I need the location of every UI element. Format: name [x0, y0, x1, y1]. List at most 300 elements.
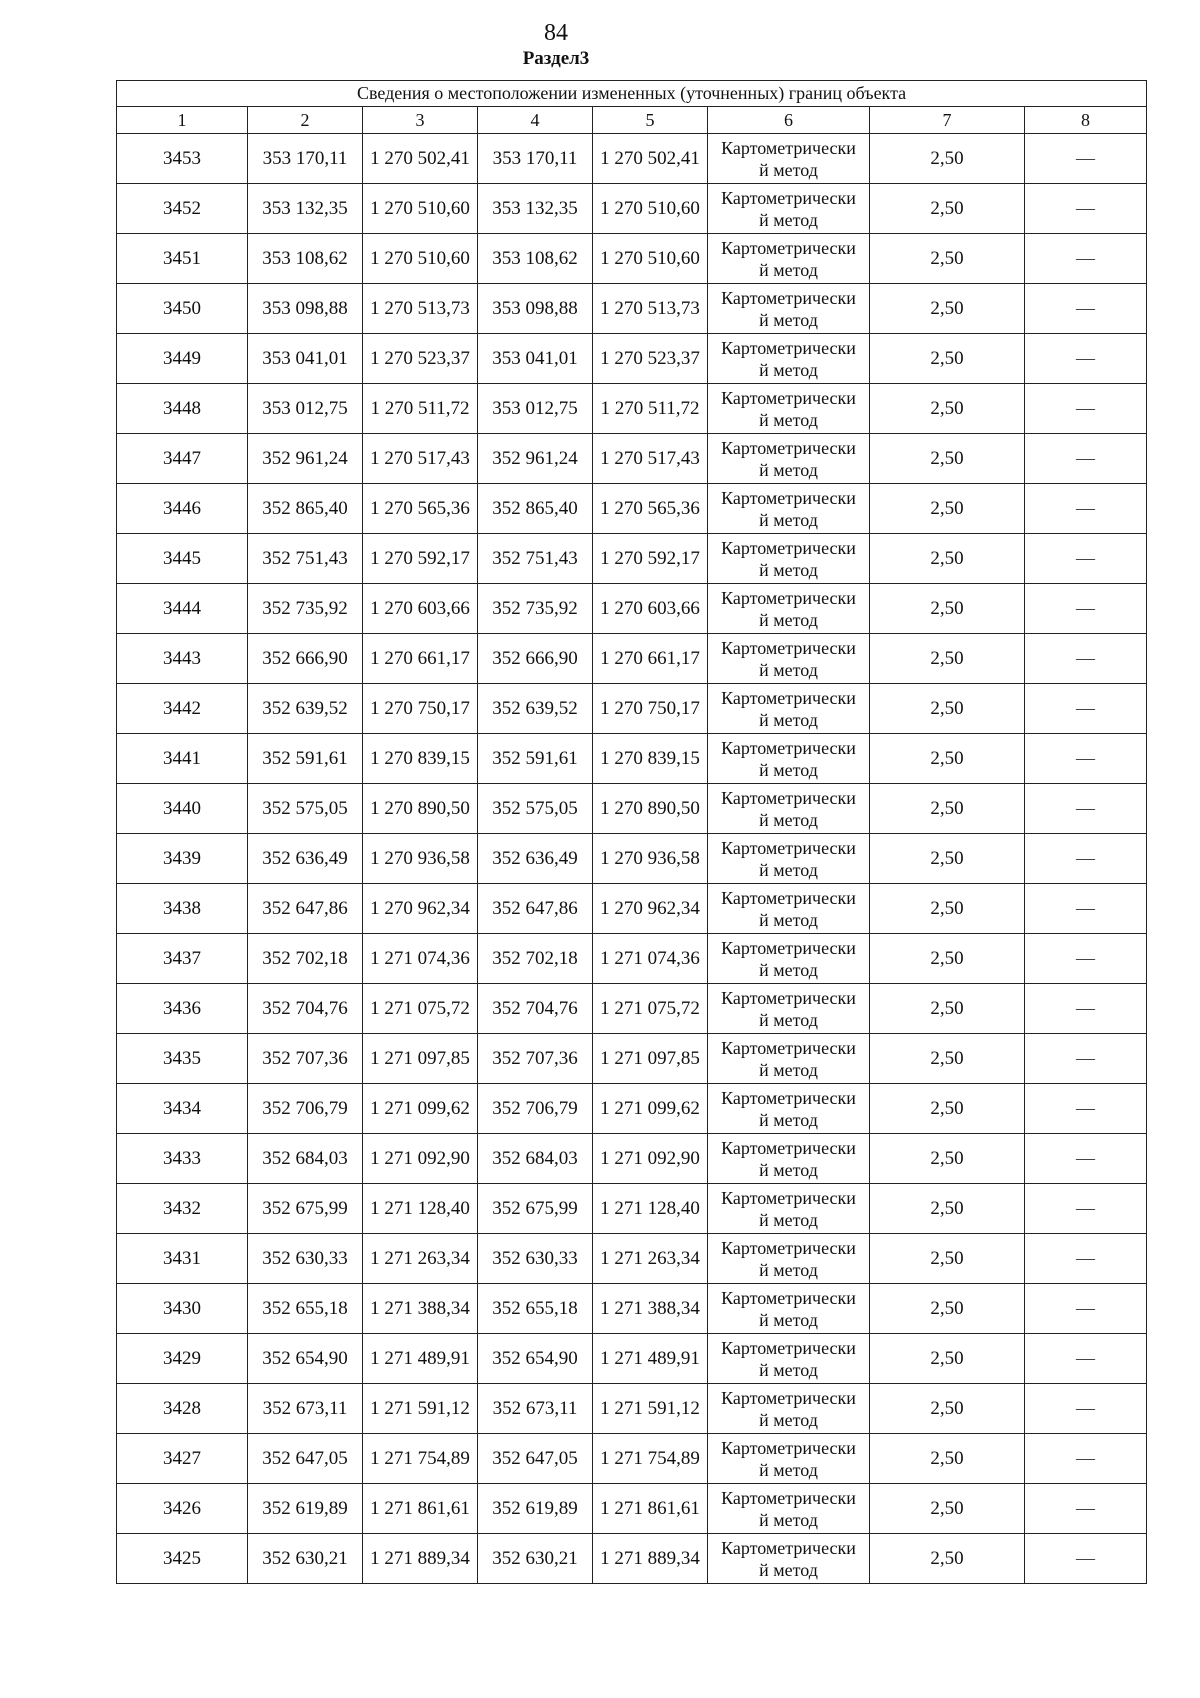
method-line-2: й метод	[759, 1359, 818, 1380]
y-new-cell: 1 271 263,34	[593, 1234, 708, 1284]
method-cell	[708, 1084, 870, 1134]
point-number-cell: 3449	[117, 334, 248, 384]
description-cell: —	[1025, 134, 1147, 184]
x-new-cell: 353 041,01	[478, 334, 593, 384]
x-old-cell: 352 630,21	[248, 1534, 363, 1584]
method-line-1: Картометрически	[721, 1387, 856, 1408]
y-new-cell: 1 271 074,36	[593, 934, 708, 984]
y-new-cell: 1 270 839,15	[593, 734, 708, 784]
method-line-2: й метод	[759, 509, 818, 530]
method-line-2: й метод	[759, 159, 818, 180]
y-new-cell: 1 271 075,72	[593, 984, 708, 1034]
y-new-cell: 1 270 592,17	[593, 534, 708, 584]
table-row	[117, 884, 1147, 934]
y-old-cell: 1 270 510,60	[363, 184, 478, 234]
x-new-cell: 352 639,52	[478, 684, 593, 734]
y-old-cell: 1 271 097,85	[363, 1034, 478, 1084]
point-number-cell: 3434	[117, 1084, 248, 1134]
method-cell	[708, 334, 870, 384]
description-cell: —	[1025, 684, 1147, 734]
x-new-cell: 352 702,18	[478, 934, 593, 984]
point-number-cell: 3443	[117, 634, 248, 684]
method-line-2: й метод	[759, 1259, 818, 1280]
x-new-cell: 352 865,40	[478, 484, 593, 534]
point-number-cell: 3432	[117, 1184, 248, 1234]
method-line-2: й метод	[759, 1059, 818, 1080]
x-new-cell: 352 655,18	[478, 1284, 593, 1334]
method-cell	[708, 384, 870, 434]
method-line-2: й метод	[759, 1009, 818, 1030]
method-line-1: Картометрически	[721, 787, 856, 808]
column-number: 5	[593, 107, 708, 134]
accuracy-cell: 2,50	[870, 934, 1025, 984]
page-number: 84	[544, 20, 568, 46]
table-row	[117, 484, 1147, 534]
y-new-cell: 1 270 962,34	[593, 884, 708, 934]
description-cell: —	[1025, 1434, 1147, 1484]
point-number-cell: 3439	[117, 834, 248, 884]
y-new-cell: 1 270 523,37	[593, 334, 708, 384]
table-row	[117, 434, 1147, 484]
column-number: 2	[248, 107, 363, 134]
y-old-cell: 1 270 565,36	[363, 484, 478, 534]
y-new-cell: 1 270 750,17	[593, 684, 708, 734]
point-number-cell: 3447	[117, 434, 248, 484]
table-row	[117, 784, 1147, 834]
x-old-cell: 353 041,01	[248, 334, 363, 384]
method-line-2: й метод	[759, 309, 818, 330]
x-new-cell: 352 675,99	[478, 1184, 593, 1234]
description-cell: —	[1025, 834, 1147, 884]
x-new-cell: 352 961,24	[478, 434, 593, 484]
point-number-cell: 3426	[117, 1484, 248, 1534]
table-row	[117, 1484, 1147, 1534]
accuracy-cell: 2,50	[870, 884, 1025, 934]
accuracy-cell: 2,50	[870, 1534, 1025, 1584]
method-cell	[708, 584, 870, 634]
x-new-cell: 352 630,21	[478, 1534, 593, 1584]
point-number-cell: 3435	[117, 1034, 248, 1084]
method-line-1: Картометрически	[721, 887, 856, 908]
table-row	[117, 184, 1147, 234]
description-cell: —	[1025, 384, 1147, 434]
method-line-1: Картометрически	[721, 1037, 856, 1058]
description-cell: —	[1025, 284, 1147, 334]
accuracy-cell: 2,50	[870, 1034, 1025, 1084]
accuracy-cell: 2,50	[870, 134, 1025, 184]
method-cell	[708, 784, 870, 834]
x-old-cell: 353 108,62	[248, 234, 363, 284]
x-old-cell: 352 655,18	[248, 1284, 363, 1334]
y-old-cell: 1 270 523,37	[363, 334, 478, 384]
method-line-1: Картометрически	[721, 1437, 856, 1458]
method-line-2: й метод	[759, 809, 818, 830]
accuracy-cell: 2,50	[870, 684, 1025, 734]
method-line-1: Картометрически	[721, 537, 856, 558]
accuracy-cell: 2,50	[870, 1234, 1025, 1284]
method-line-2: й метод	[759, 1309, 818, 1330]
column-number: 8	[1025, 107, 1147, 134]
method-cell	[708, 734, 870, 784]
table-row	[117, 834, 1147, 884]
description-cell: —	[1025, 1534, 1147, 1584]
method-line-2: й метод	[759, 1209, 818, 1230]
x-old-cell: 352 707,36	[248, 1034, 363, 1084]
method-cell	[708, 1384, 870, 1434]
x-new-cell: 352 619,89	[478, 1484, 593, 1534]
method-line-2: й метод	[759, 409, 818, 430]
y-new-cell: 1 271 388,34	[593, 1284, 708, 1334]
x-new-cell: 352 654,90	[478, 1334, 593, 1384]
y-new-cell: 1 270 510,60	[593, 234, 708, 284]
point-number-cell: 3437	[117, 934, 248, 984]
y-old-cell: 1 270 517,43	[363, 434, 478, 484]
point-number-cell: 3451	[117, 234, 248, 284]
column-number: 6	[708, 107, 870, 134]
method-cell	[708, 1484, 870, 1534]
y-new-cell: 1 271 099,62	[593, 1084, 708, 1134]
x-old-cell: 352 702,18	[248, 934, 363, 984]
method-line-2: й метод	[759, 209, 818, 230]
table-row	[117, 134, 1147, 184]
method-line-2: й метод	[759, 259, 818, 280]
coordinates-table	[116, 80, 1147, 1584]
method-cell	[708, 284, 870, 334]
method-line-1: Картометрически	[721, 1187, 856, 1208]
x-new-cell: 352 735,92	[478, 584, 593, 634]
point-number-cell: 3440	[117, 784, 248, 834]
table-row	[117, 1334, 1147, 1384]
point-number-cell: 3436	[117, 984, 248, 1034]
x-old-cell: 352 619,89	[248, 1484, 363, 1534]
table-row	[117, 584, 1147, 634]
method-cell	[708, 1434, 870, 1484]
method-cell	[708, 1034, 870, 1084]
accuracy-cell: 2,50	[870, 834, 1025, 884]
description-cell: —	[1025, 434, 1147, 484]
method-line-1: Картометрически	[721, 687, 856, 708]
table-row	[117, 1434, 1147, 1484]
accuracy-cell: 2,50	[870, 1284, 1025, 1334]
y-new-cell: 1 271 489,91	[593, 1334, 708, 1384]
x-new-cell: 353 170,11	[478, 134, 593, 184]
table-row	[117, 984, 1147, 1034]
x-old-cell: 352 865,40	[248, 484, 363, 534]
accuracy-cell: 2,50	[870, 1384, 1025, 1434]
y-old-cell: 1 271 099,62	[363, 1084, 478, 1134]
point-number-cell: 3444	[117, 584, 248, 634]
column-number: 4	[478, 107, 593, 134]
method-line-1: Картометрически	[721, 1237, 856, 1258]
x-old-cell: 352 751,43	[248, 534, 363, 584]
table-caption: Сведения о местоположении измененных (уточненных) границ объекта	[117, 81, 1147, 107]
method-line-1: Картометрически	[721, 487, 856, 508]
description-cell: —	[1025, 534, 1147, 584]
x-new-cell: 352 707,36	[478, 1034, 593, 1084]
method-line-1: Картометрически	[721, 187, 856, 208]
accuracy-cell: 2,50	[870, 384, 1025, 434]
y-new-cell: 1 271 754,89	[593, 1434, 708, 1484]
method-cell	[708, 184, 870, 234]
x-new-cell: 353 012,75	[478, 384, 593, 434]
x-old-cell: 352 704,76	[248, 984, 363, 1034]
y-old-cell: 1 270 750,17	[363, 684, 478, 734]
method-line-2: й метод	[759, 759, 818, 780]
x-new-cell: 352 673,11	[478, 1384, 593, 1434]
point-number-cell: 3431	[117, 1234, 248, 1284]
x-old-cell: 352 684,03	[248, 1134, 363, 1184]
description-cell: —	[1025, 734, 1147, 784]
method-cell	[708, 1234, 870, 1284]
point-number-cell: 3450	[117, 284, 248, 334]
table-row	[117, 1084, 1147, 1134]
accuracy-cell: 2,50	[870, 784, 1025, 834]
method-line-1: Картометрически	[721, 737, 856, 758]
method-line-1: Картометрически	[721, 287, 856, 308]
y-old-cell: 1 271 388,34	[363, 1284, 478, 1334]
method-line-1: Картометрически	[721, 1537, 856, 1558]
description-cell: —	[1025, 1084, 1147, 1134]
column-number: 3	[363, 107, 478, 134]
method-cell	[708, 1284, 870, 1334]
method-line-1: Картометрически	[721, 137, 856, 158]
y-old-cell: 1 271 263,34	[363, 1234, 478, 1284]
x-old-cell: 353 170,11	[248, 134, 363, 184]
method-line-2: й метод	[759, 1159, 818, 1180]
table-row	[117, 384, 1147, 434]
column-number: 7	[870, 107, 1025, 134]
y-old-cell: 1 270 661,17	[363, 634, 478, 684]
x-new-cell: 352 647,86	[478, 884, 593, 934]
method-line-1: Картометрически	[721, 337, 856, 358]
y-new-cell: 1 270 511,72	[593, 384, 708, 434]
method-line-1: Картометрически	[721, 1487, 856, 1508]
method-line-1: Картометрически	[721, 1137, 856, 1158]
x-old-cell: 352 630,33	[248, 1234, 363, 1284]
y-old-cell: 1 271 861,61	[363, 1484, 478, 1534]
accuracy-cell: 2,50	[870, 1484, 1025, 1534]
x-old-cell: 352 575,05	[248, 784, 363, 834]
method-cell	[708, 834, 870, 884]
y-old-cell: 1 271 128,40	[363, 1184, 478, 1234]
y-old-cell: 1 270 936,58	[363, 834, 478, 884]
method-line-2: й метод	[759, 859, 818, 880]
table-row	[117, 1534, 1147, 1584]
y-old-cell: 1 271 092,90	[363, 1134, 478, 1184]
table-row	[117, 934, 1147, 984]
method-line-1: Картометрически	[721, 937, 856, 958]
accuracy-cell: 2,50	[870, 234, 1025, 284]
y-new-cell: 1 271 889,34	[593, 1534, 708, 1584]
y-new-cell: 1 270 565,36	[593, 484, 708, 534]
x-old-cell: 352 666,90	[248, 634, 363, 684]
x-old-cell: 353 098,88	[248, 284, 363, 334]
description-cell: —	[1025, 984, 1147, 1034]
y-new-cell: 1 270 517,43	[593, 434, 708, 484]
method-line-2: й метод	[759, 1509, 818, 1530]
x-new-cell: 352 666,90	[478, 634, 593, 684]
method-line-2: й метод	[759, 909, 818, 930]
y-new-cell: 1 270 502,41	[593, 134, 708, 184]
method-line-2: й метод	[759, 709, 818, 730]
description-cell: —	[1025, 584, 1147, 634]
table-row	[117, 534, 1147, 584]
point-number-cell: 3442	[117, 684, 248, 734]
table-row	[117, 734, 1147, 784]
y-new-cell: 1 271 097,85	[593, 1034, 708, 1084]
accuracy-cell: 2,50	[870, 634, 1025, 684]
method-cell	[708, 134, 870, 184]
description-cell: —	[1025, 1034, 1147, 1084]
method-line-1: Картометрически	[721, 987, 856, 1008]
description-cell: —	[1025, 884, 1147, 934]
y-new-cell: 1 271 591,12	[593, 1384, 708, 1434]
accuracy-cell: 2,50	[870, 484, 1025, 534]
x-old-cell: 352 675,99	[248, 1184, 363, 1234]
description-cell: —	[1025, 1134, 1147, 1184]
method-cell	[708, 634, 870, 684]
point-number-cell: 3438	[117, 884, 248, 934]
x-old-cell: 353 132,35	[248, 184, 363, 234]
x-old-cell: 352 591,61	[248, 734, 363, 784]
y-new-cell: 1 271 128,40	[593, 1184, 708, 1234]
description-cell: —	[1025, 1384, 1147, 1434]
method-line-2: й метод	[759, 659, 818, 680]
method-cell	[708, 1184, 870, 1234]
y-old-cell: 1 270 839,15	[363, 734, 478, 784]
description-cell: —	[1025, 1184, 1147, 1234]
y-old-cell: 1 270 510,60	[363, 234, 478, 284]
x-new-cell: 352 630,33	[478, 1234, 593, 1284]
method-line-2: й метод	[759, 459, 818, 480]
x-old-cell: 352 735,92	[248, 584, 363, 634]
x-new-cell: 353 098,88	[478, 284, 593, 334]
description-cell: —	[1025, 934, 1147, 984]
y-old-cell: 1 271 489,91	[363, 1334, 478, 1384]
accuracy-cell: 2,50	[870, 1334, 1025, 1384]
x-new-cell: 352 636,49	[478, 834, 593, 884]
method-line-2: й метод	[759, 959, 818, 980]
y-old-cell: 1 270 511,72	[363, 384, 478, 434]
y-new-cell: 1 271 861,61	[593, 1484, 708, 1534]
point-number-cell: 3425	[117, 1534, 248, 1584]
column-number: 1	[117, 107, 248, 134]
x-old-cell: 352 961,24	[248, 434, 363, 484]
point-number-cell: 3445	[117, 534, 248, 584]
y-new-cell: 1 270 510,60	[593, 184, 708, 234]
description-cell: —	[1025, 484, 1147, 534]
x-new-cell: 352 591,61	[478, 734, 593, 784]
description-cell: —	[1025, 784, 1147, 834]
y-old-cell: 1 270 502,41	[363, 134, 478, 184]
method-line-1: Картометрически	[721, 387, 856, 408]
description-cell: —	[1025, 184, 1147, 234]
y-old-cell: 1 270 962,34	[363, 884, 478, 934]
x-new-cell: 352 704,76	[478, 984, 593, 1034]
table-body	[117, 134, 1147, 1584]
description-cell: —	[1025, 1234, 1147, 1284]
method-cell	[708, 984, 870, 1034]
method-line-1: Картометрически	[721, 237, 856, 258]
description-cell: —	[1025, 334, 1147, 384]
y-new-cell: 1 270 936,58	[593, 834, 708, 884]
y-old-cell: 1 271 889,34	[363, 1534, 478, 1584]
description-cell: —	[1025, 1334, 1147, 1384]
point-number-cell: 3441	[117, 734, 248, 784]
point-number-cell: 3433	[117, 1134, 248, 1184]
accuracy-cell: 2,50	[870, 334, 1025, 384]
accuracy-cell: 2,50	[870, 434, 1025, 484]
method-line-1: Картометрически	[721, 837, 856, 858]
method-cell	[708, 434, 870, 484]
accuracy-cell: 2,50	[870, 1434, 1025, 1484]
x-old-cell: 352 706,79	[248, 1084, 363, 1134]
method-cell	[708, 1534, 870, 1584]
x-old-cell: 353 012,75	[248, 384, 363, 434]
point-number-cell: 3448	[117, 384, 248, 434]
method-line-1: Картометрически	[721, 587, 856, 608]
y-old-cell: 1 271 591,12	[363, 1384, 478, 1434]
y-old-cell: 1 270 603,66	[363, 584, 478, 634]
x-old-cell: 352 647,05	[248, 1434, 363, 1484]
accuracy-cell: 2,50	[870, 734, 1025, 784]
description-cell: —	[1025, 1484, 1147, 1534]
y-new-cell: 1 271 092,90	[593, 1134, 708, 1184]
y-new-cell: 1 270 513,73	[593, 284, 708, 334]
method-line-2: й метод	[759, 1409, 818, 1430]
method-cell	[708, 884, 870, 934]
method-cell	[708, 1134, 870, 1184]
point-number-cell: 3430	[117, 1284, 248, 1334]
x-old-cell: 352 639,52	[248, 684, 363, 734]
table-row	[117, 1184, 1147, 1234]
point-number-cell: 3446	[117, 484, 248, 534]
method-cell	[708, 1334, 870, 1384]
x-old-cell: 352 647,86	[248, 884, 363, 934]
y-new-cell: 1 270 890,50	[593, 784, 708, 834]
accuracy-cell: 2,50	[870, 984, 1025, 1034]
description-cell: —	[1025, 634, 1147, 684]
table-row	[117, 634, 1147, 684]
description-cell: —	[1025, 234, 1147, 284]
accuracy-cell: 2,50	[870, 1184, 1025, 1234]
table-row	[117, 684, 1147, 734]
method-line-1: Картометрически	[721, 437, 856, 458]
method-line-2: й метод	[759, 1459, 818, 1480]
accuracy-cell: 2,50	[870, 184, 1025, 234]
accuracy-cell: 2,50	[870, 1134, 1025, 1184]
method-line-2: й метод	[759, 359, 818, 380]
x-new-cell: 352 706,79	[478, 1084, 593, 1134]
method-cell	[708, 234, 870, 284]
method-cell	[708, 684, 870, 734]
table-row	[117, 1234, 1147, 1284]
method-line-1: Картометрически	[721, 637, 856, 658]
x-new-cell: 353 108,62	[478, 234, 593, 284]
column-number-row	[117, 107, 1147, 134]
y-old-cell: 1 270 592,17	[363, 534, 478, 584]
y-old-cell: 1 271 754,89	[363, 1434, 478, 1484]
y-old-cell: 1 271 075,72	[363, 984, 478, 1034]
x-new-cell: 352 647,05	[478, 1434, 593, 1484]
table-row	[117, 234, 1147, 284]
x-old-cell: 352 673,11	[248, 1384, 363, 1434]
x-new-cell: 352 684,03	[478, 1134, 593, 1184]
accuracy-cell: 2,50	[870, 584, 1025, 634]
accuracy-cell: 2,50	[870, 534, 1025, 584]
table-row	[117, 1034, 1147, 1084]
method-line-2: й метод	[759, 559, 818, 580]
